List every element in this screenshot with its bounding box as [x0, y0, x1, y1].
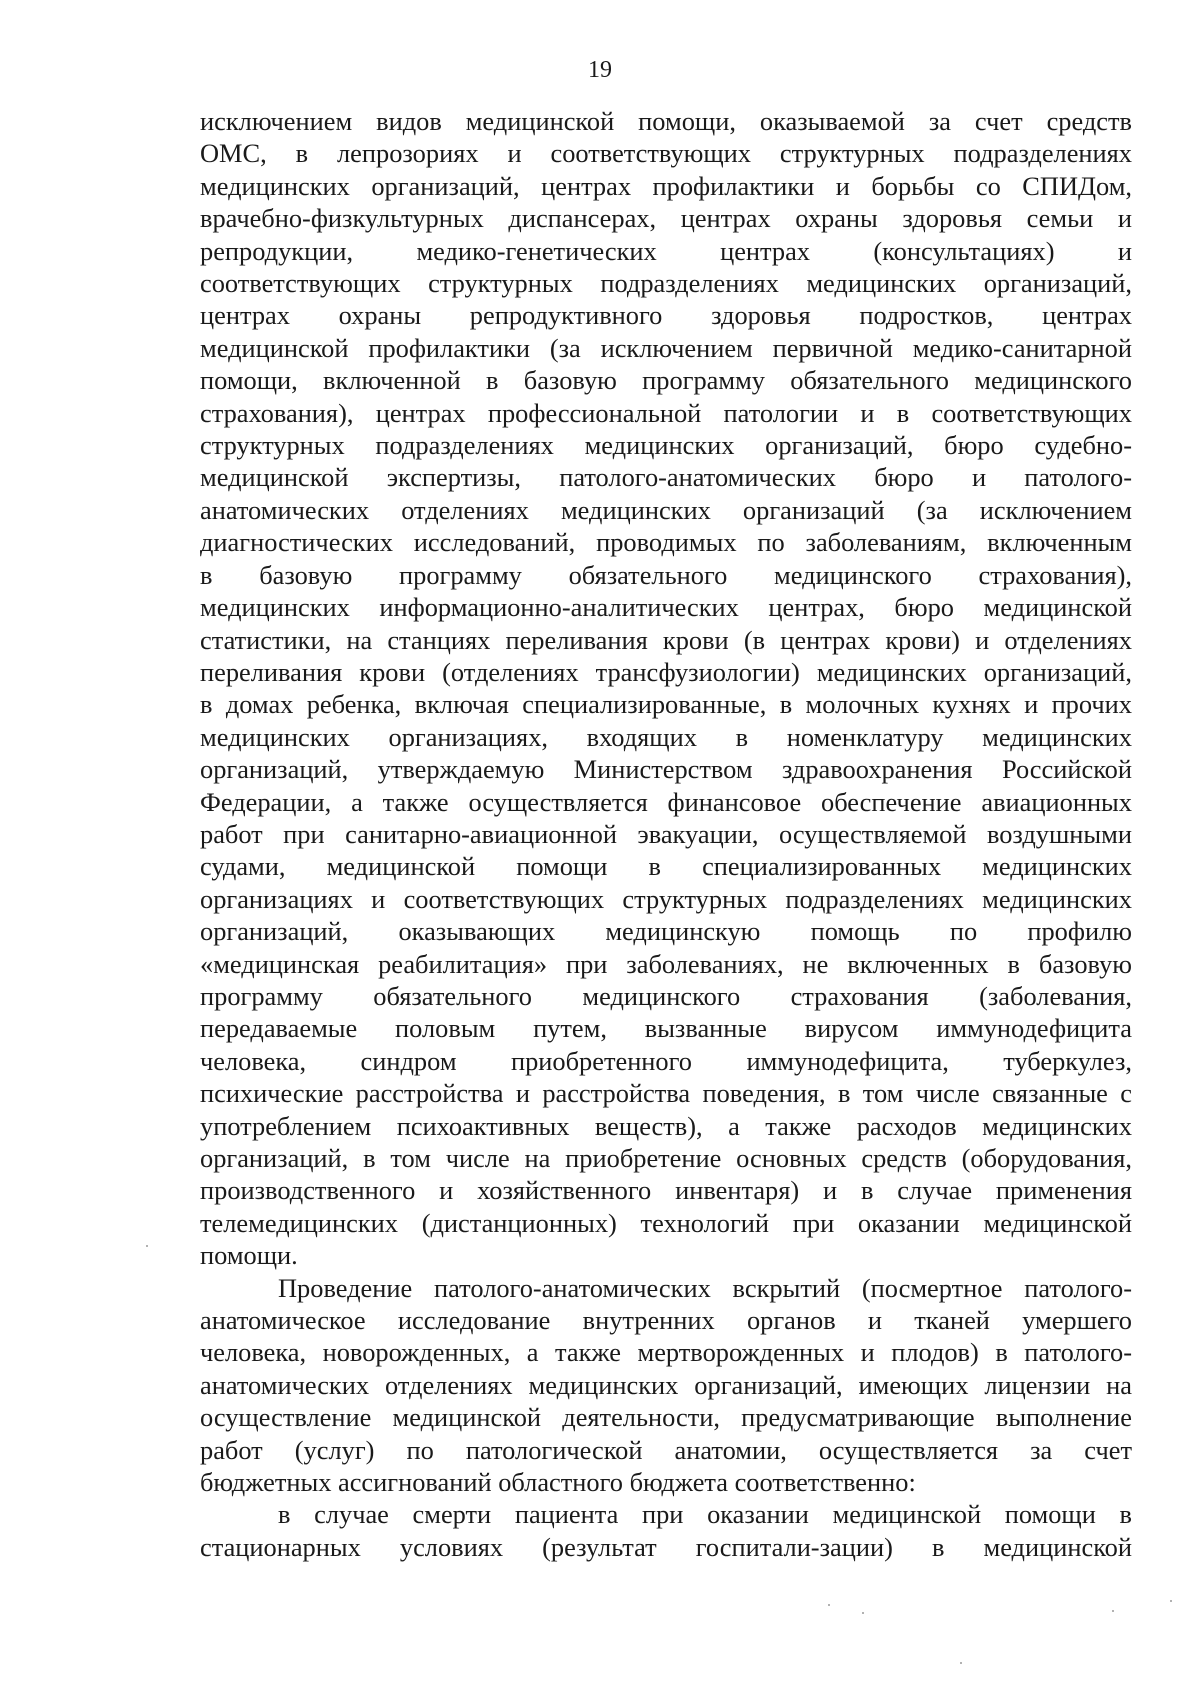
- scan-speck: [960, 1662, 962, 1664]
- text-line: программу обязательного медицинского страхования (заболевания,: [200, 980, 1132, 1011]
- text-line: осуществление медицинской деятельности, предусматривающие выполнение: [200, 1402, 1132, 1433]
- text-line: статистики, на станциях переливания крови (в центрах крови) и отделениях: [200, 624, 1132, 655]
- text-line: помощи.: [200, 1240, 298, 1271]
- scan-speck: [1170, 1600, 1172, 1602]
- text-line: Федерации, а также осуществляется финансовое обеспечение авиационных: [200, 786, 1132, 817]
- scan-speck: [1112, 1610, 1114, 1612]
- text-line: работ (услуг) по патологической анатомии, осуществляется за счет: [200, 1434, 1132, 1465]
- text-line: работ при санитарно-авиационной эвакуации, осуществляемой воздушными: [200, 818, 1132, 849]
- text-line: медицинских организаций, центрах профилактики и борьбы со СПИДом,: [200, 170, 1132, 201]
- scan-speck: [828, 1604, 830, 1606]
- text-line: бюджетных ассигнований областного бюджета соответственно:: [200, 1467, 916, 1498]
- text-line: соответствующих структурных подразделениях медицинских организаций,: [200, 268, 1132, 299]
- text-line: диагностических исследований, проводимых по заболеваниям, включенным: [200, 527, 1132, 558]
- text-line: организаций, оказывающих медицинскую помощь по профилю: [200, 916, 1132, 947]
- text-line: медицинской профилактики (за исключением первичной медико-санитарной: [200, 332, 1132, 363]
- scan-speck: [862, 1612, 864, 1614]
- text-line: репродукции, медико-генетических центрах (консультациях) и: [200, 235, 1132, 266]
- text-line: телемедицинских (дистанционных) технологий при оказании медицинской: [200, 1207, 1132, 1238]
- text-line: в случае смерти пациента при оказании медицинской помощи в: [278, 1499, 1132, 1530]
- text-line: анатомических отделениях медицинских организаций, имеющих лицензии на: [200, 1369, 1132, 1400]
- text-line: анатомическое исследование внутренних органов и тканей умершего: [200, 1305, 1132, 1336]
- body-text: [200, 105, 1132, 1563]
- text-line: переливания крови (отделениях трансфузиологии) медицинских организаций,: [200, 656, 1132, 687]
- text-line: исключением видов медицинской помощи, оказываемой за счет средств: [200, 106, 1132, 136]
- text-line: организациях и соответствующих структурных подразделениях медицинских: [200, 883, 1132, 914]
- page-number: 19: [588, 57, 612, 83]
- text-line: психические расстройства и расстройства поведения, в том числе связанные с: [200, 1078, 1132, 1109]
- text-line: судами, медицинской помощи в специализированных медицинских: [200, 851, 1132, 882]
- text-line: страхования), центрах профессиональной патологии и в соответствующих: [200, 397, 1132, 428]
- text-line: организаций, в том числе на приобретение основных средств (оборудования,: [200, 1143, 1132, 1173]
- text-line: ОМС, в лепрозориях и соответствующих структурных подразделениях: [200, 138, 1132, 169]
- text-line: человека, новорожденных, а также мертворожденных и плодов) в патолого-: [200, 1337, 1132, 1368]
- text-line: анатомических отделениях медицинских организаций (за исключением: [200, 494, 1132, 525]
- text-line: в домах ребенка, включая специализированные, в молочных кухнях и прочих: [200, 689, 1132, 720]
- text-line: стационарных условиях (результат госпитали-зации) в медицинской: [200, 1531, 1132, 1562]
- text-line: «медицинская реабилитация» при заболеваниях, не включенных в базовую: [200, 948, 1132, 979]
- text-line: в базовую программу обязательного медицинского страхования),: [200, 559, 1132, 590]
- text-line: медицинских информационно-аналитических центрах, бюро медицинской: [200, 592, 1132, 623]
- text-line: передаваемые половым путем, вызванные вирусом иммунодефицита: [200, 1013, 1132, 1044]
- scan-speck: [146, 1245, 148, 1247]
- text-line: центрах охраны репродуктивного здоровья подростков, центрах: [200, 300, 1132, 331]
- text-line: структурных подразделениях медицинских организаций, бюро судебно-: [200, 430, 1132, 461]
- text-line: Проведение патолого-анатомических вскрытий (посмертное патолого-: [278, 1272, 1132, 1303]
- text-line: врачебно-физкультурных диспансерах, центрах охраны здоровья семьи и: [200, 203, 1132, 234]
- text-line: употреблением психоактивных веществ), а также расходов медицинских: [200, 1110, 1132, 1141]
- text-line: организаций, утверждаемую Министерством здравоохранения Российской: [200, 754, 1132, 785]
- text-line: помощи, включенной в базовую программу обязательного медицинского: [200, 365, 1132, 396]
- text-line: человека, синдром приобретенного иммунодефицита, туберкулез,: [200, 1045, 1132, 1076]
- text-line: производственного и хозяйственного инвентаря) и в случае применения: [200, 1175, 1132, 1206]
- text-line: медицинских организациях, входящих в номенклатуру медицинских: [200, 721, 1132, 752]
- text-line: медицинской экспертизы, патолого-анатомических бюро и патолого-: [200, 462, 1132, 493]
